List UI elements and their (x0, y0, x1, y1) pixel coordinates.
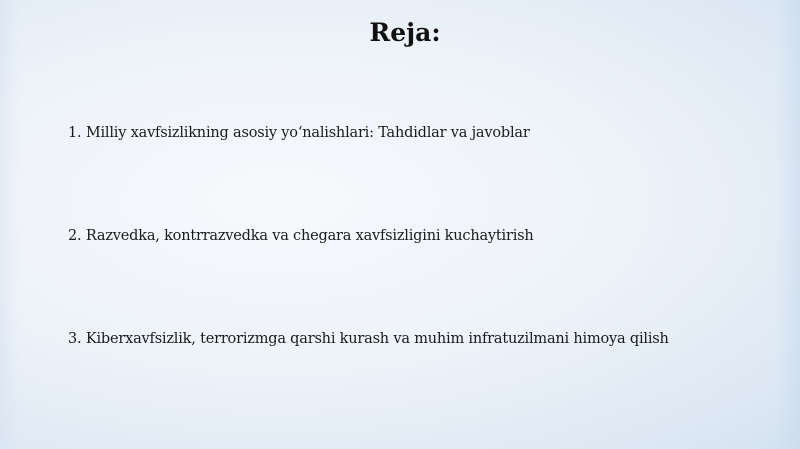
plan-item-1: 1. Milliy xavfsizlikning asosiy yoʻnalishlari: Tahdidlar va javoblar (68, 125, 530, 141)
plan-item-2: 2. Razvedka, kontrrazvedka va chegara xavfsizligini kuchaytirish (68, 228, 534, 244)
slide-right-edge (776, 0, 800, 449)
plan-item-3: 3. Kiberxavfsizlik, terrorizmga qarshi kurash va muhim infratuzilmani himoya qilish (68, 331, 669, 347)
slide-left-edge (0, 0, 20, 449)
slide-title: Reja: (369, 18, 441, 47)
